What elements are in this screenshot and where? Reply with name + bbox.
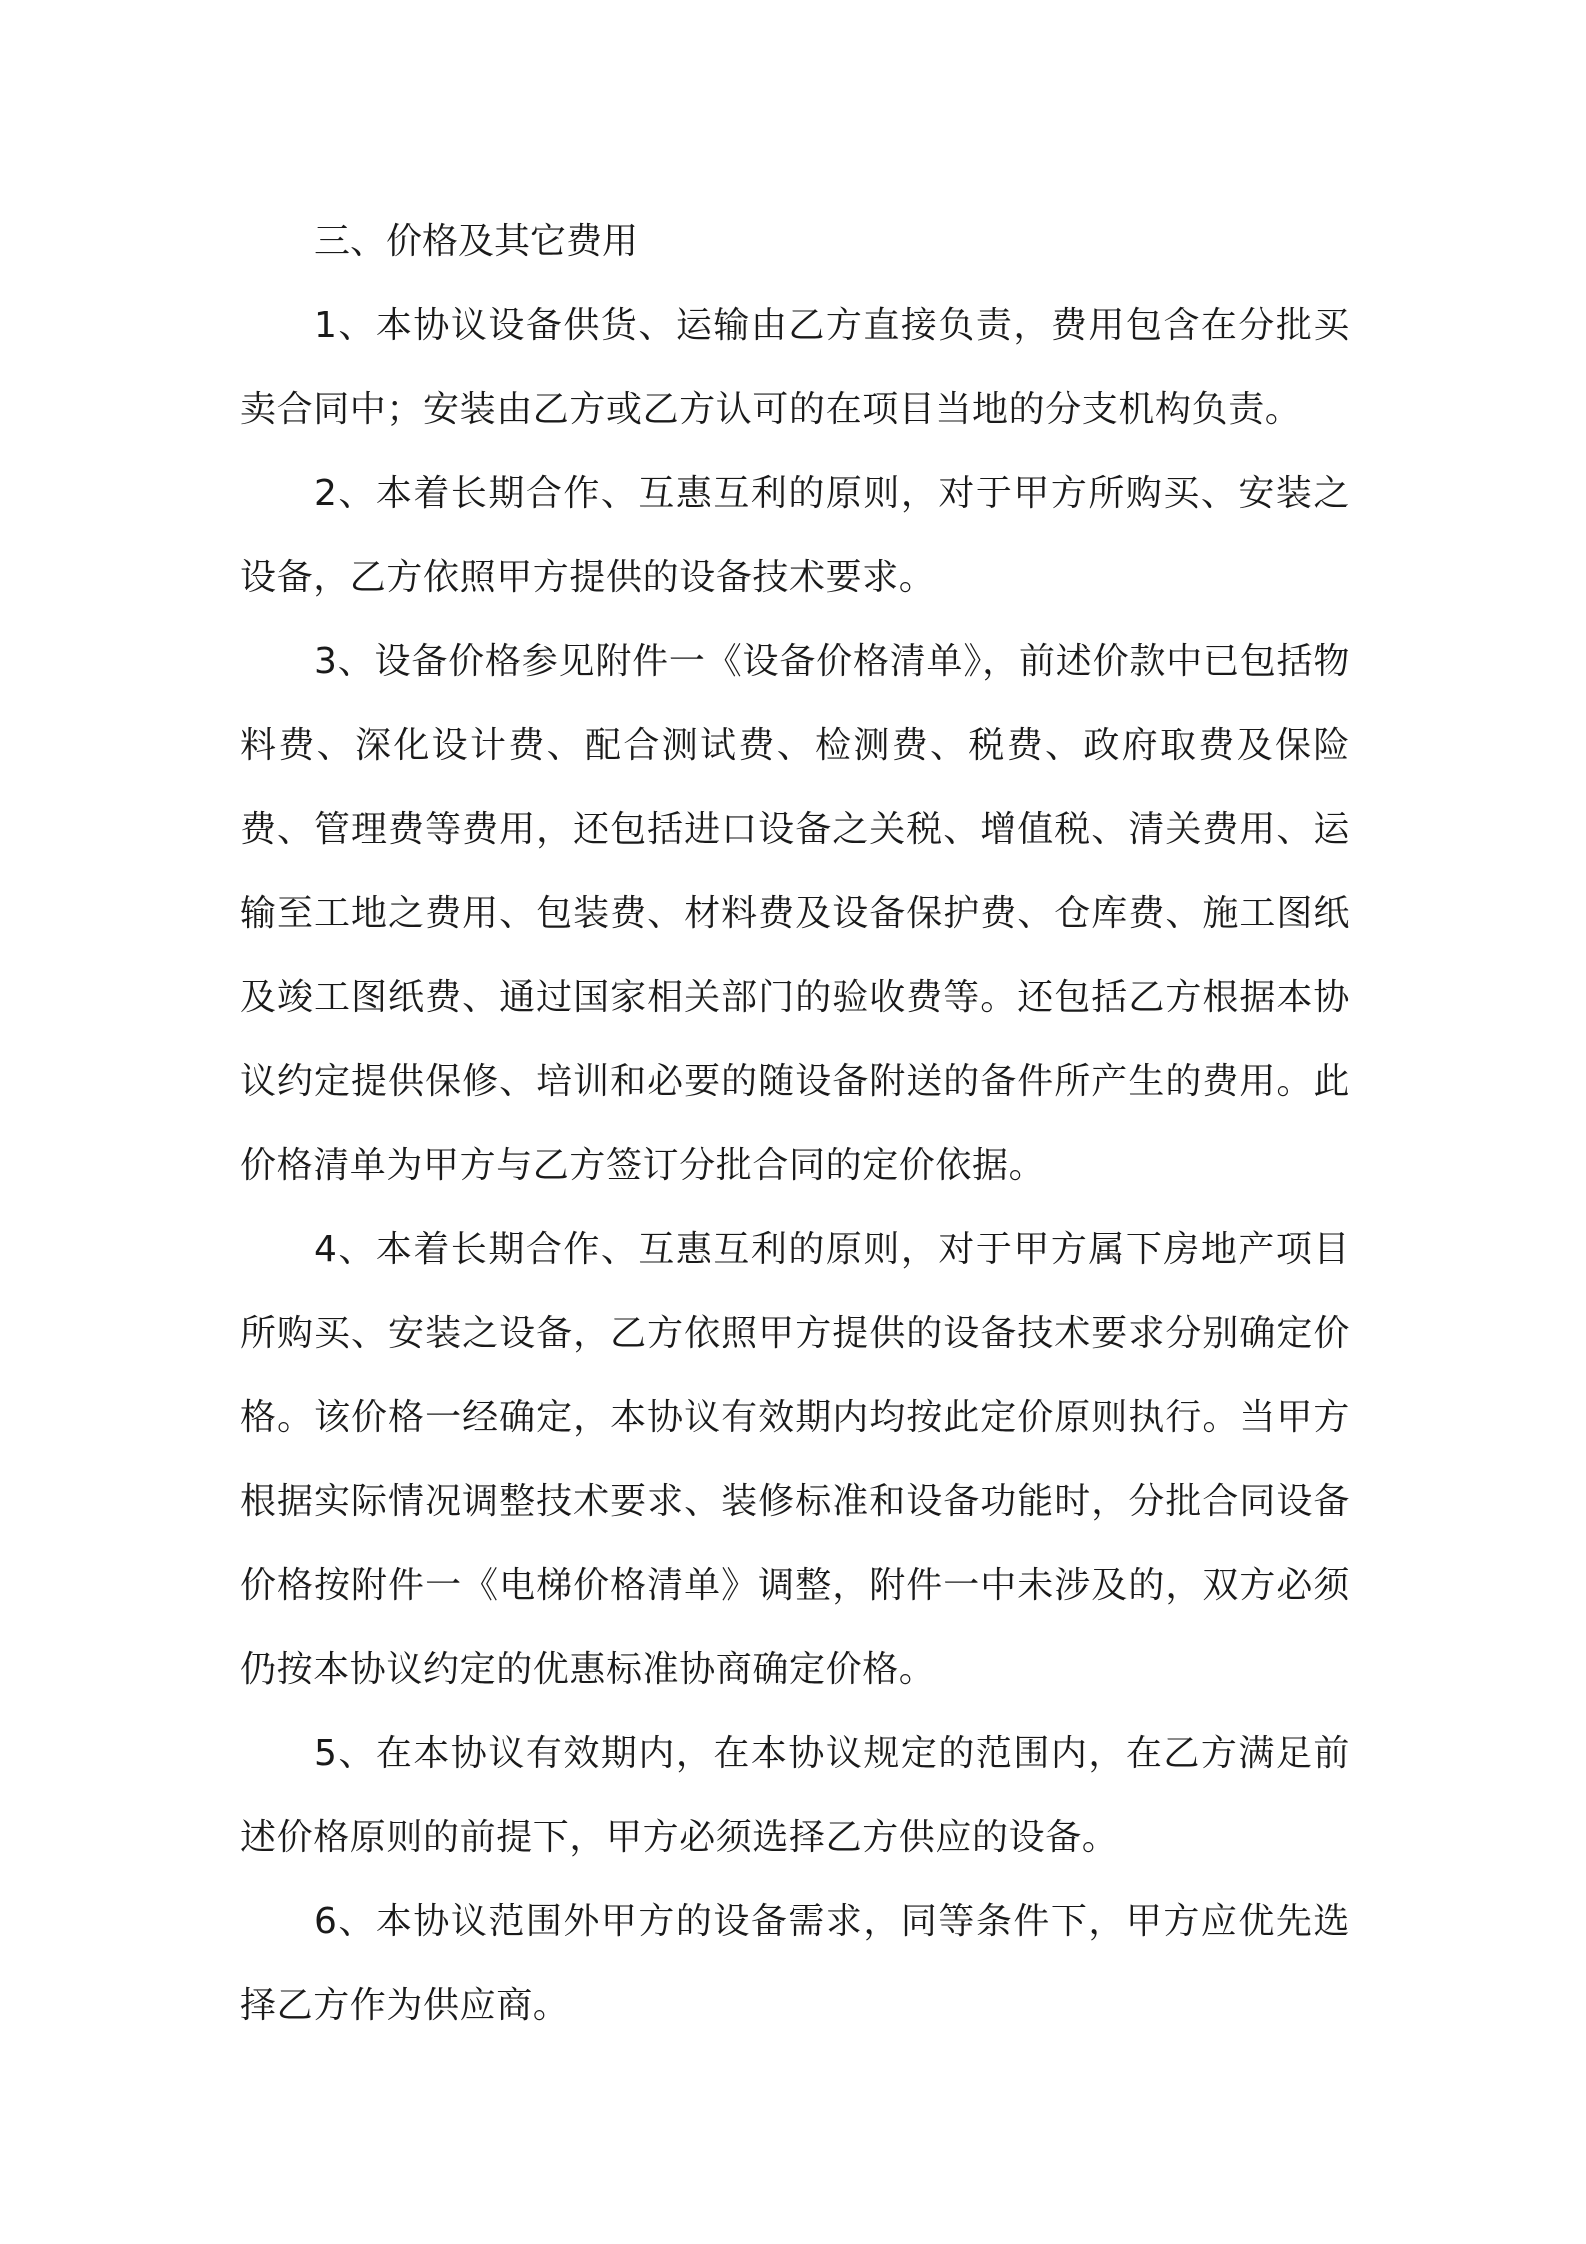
clause-5: 5、在本协议有效期内，在本协议规定的范围内，在乙方满足前述价格原则的前提下，甲方必须选择乙方供应的设备。 (240, 1733, 1350, 1858)
clause-3: 3、设备价格参见附件一《设备价格清单》，前述价款中已包括物料费、深化设计费、配合测试费、检测费、税费、政府取费及保险费、管理费等费用，还包括进口设备之关税、增值税、清关费用、运输至工地之费用、包装费、材料费及设备保护费、仓库费、施工图纸及竣工图纸费、通过国家相关部门的验收费等。还包括乙方根据本协议约定提供保修、培训和必要的随设备附送的备件所产生的费用。此价格清单为甲方与乙方签订分批合同的定价依据。 (240, 641, 1350, 1186)
clause-6: 6、本协议范围外甲方的设备需求，同等条件下，甲方应优先选择乙方作为供应商。 (240, 1901, 1350, 2026)
clause-4: 4、本着长期合作、互惠互利的原则，对于甲方属下房地产项目所购买、安装之设备，乙方依照甲方提供的设备技术要求分别确定价格。该价格一经确定，本协议有效期内均按此定价原则执行。当甲方根据实际情况调整技术要求、装修标准和设备功能时，分批合同设备价格按附件一《电梯价格清单》调整，附件一中未涉及的，双方必须仍按本协议约定的优惠标准协商确定价格。 (240, 1229, 1350, 1690)
clause-1: 1、本协议设备供货、运输由乙方直接负责，费用包含在分批买卖合同中；安装由乙方或乙方认可的在项目当地的分支机构负责。 (240, 305, 1350, 430)
section-body (240, 200, 1350, 2048)
section-heading: 三、价格及其它费用 (314, 221, 639, 262)
clause-2: 2、本着长期合作、互惠互利的原则，对于甲方所购买、安装之设备，乙方依照甲方提供的设备技术要求。 (240, 473, 1350, 598)
